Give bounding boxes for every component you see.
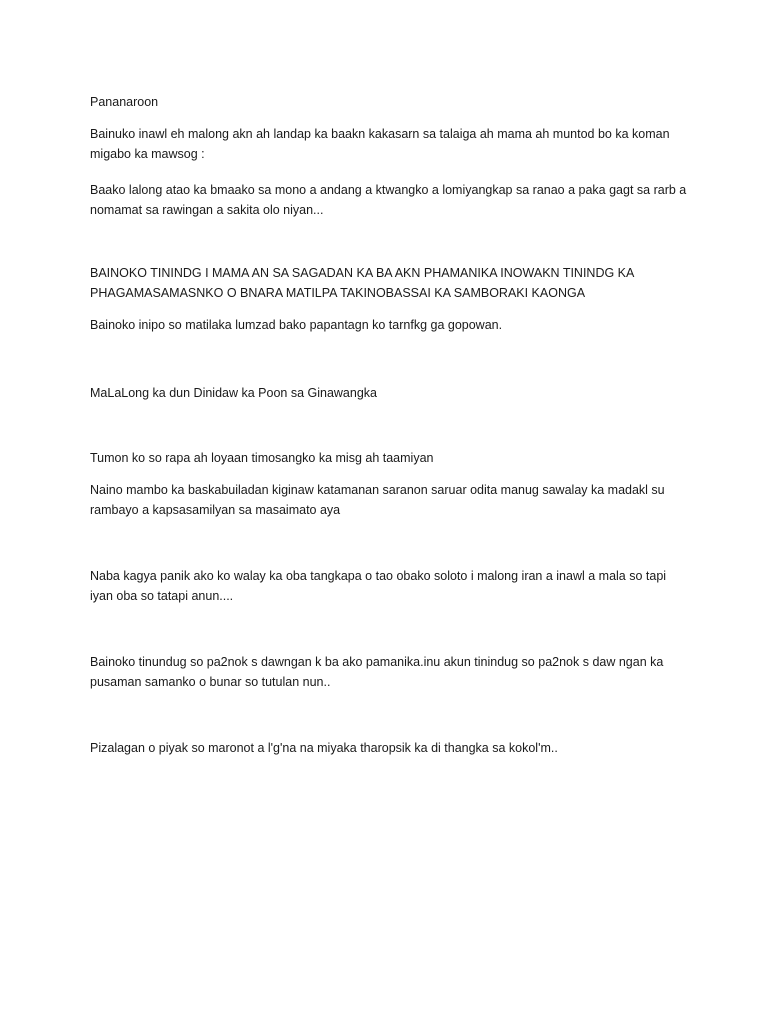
paragraph-7: Naino mambo ka baskabuiladan kiginaw katamanan saranon saruar odita manug sawalay ka madakl su rambayo a kapsasamilyan sa masaimato aya <box>90 483 665 517</box>
paragraph-9: Bainoko tinundug so pa2nok s dawngan k ba ako pamanika.inu akun tinindug so pa2nok s daw ngan ka pusaman samanko o bunar so tutulan nun.. <box>90 655 664 689</box>
paragraph-10: Pizalagan o piyak so maronot a l'g'na na miyaka tharopsik ka di thangka sa kokol'm.. <box>90 741 558 755</box>
paragraph-8: Naba kagya panik ako ko walay ka oba tangkapa o tao obako soloto i malong iran a inawl a mala so tapi iyan oba so tatapi anun.... <box>90 569 667 603</box>
paragraph-2: Baako lalong atao ka bmaako sa mono a andang a ktwangko a lomiyangkap sa ranao a paka gagt sa rarb a nomamat sa rawingan a sakita olo niyan... <box>90 183 687 217</box>
paragraph-1: Bainuko inawl eh malong akn ah landap ka baakn kakasarn sa talaiga ah mama ah muntod bo ka koman migabo ka mawsog : <box>90 127 670 161</box>
paragraph-3: BAINOKO TININDG I MAMA AN SA SAGADAN KA BA AKN PHAMANIKA INOWAKN TININDG KA PHAGAMASAMASNKO O BNARA MATILPA TAKINOBASSAI KA SAMBORAKI KAONGA <box>90 266 634 300</box>
paragraph-4: Bainoko inipo so matilaka lumzad bako papantagn ko tarnfkg ga gopowan. <box>90 318 503 332</box>
paragraph-6: Tumon ko so rapa ah loyaan timosangko ka misg ah taamiyan <box>90 451 434 465</box>
document-title: Pananaroon <box>90 95 159 109</box>
paragraph-5: MaLaLong ka dun Dinidaw ka Poon sa Ginawangka <box>90 386 377 400</box>
